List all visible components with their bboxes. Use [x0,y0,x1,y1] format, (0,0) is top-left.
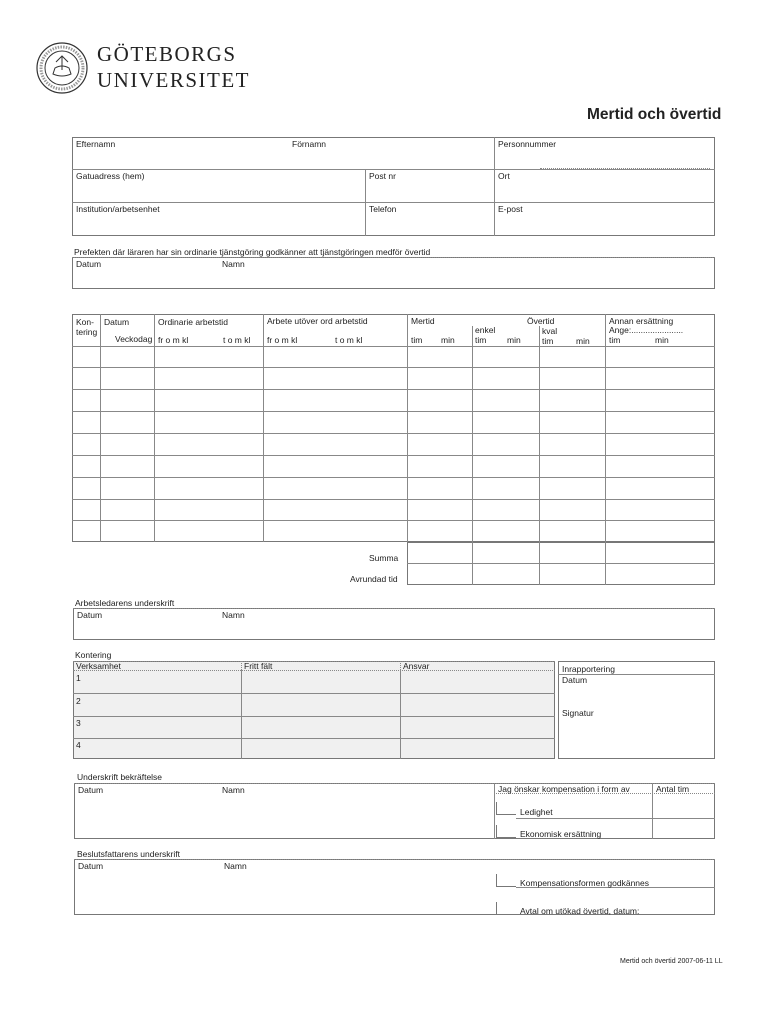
prefekt-namn-label: Namn [222,259,245,269]
arbetsledare-box [73,608,715,640]
ord-tom-label: t o m kl [223,335,251,345]
inrapportering-label: Inrapportering [562,664,615,674]
ledighet-checkbox[interactable] [496,802,516,815]
ledighet-label: Ledighet [520,807,553,817]
mertid-col-label: Mertid [411,316,435,326]
ordinarie-col-label: Ordinarie arbetstid [158,317,228,327]
fornamn-label: Förnamn [292,139,327,149]
annan-col-label: Annan ersättning [609,316,674,326]
ord-from-label: fr o m kl [158,335,189,345]
veckodag-col-label: Veckodag [115,334,153,344]
prefekt-box [72,257,715,289]
godkannes-label: Kompensationsformen godkännes [520,878,649,888]
university-name-line2: UNIVERSITET [97,68,250,92]
kontering-col-label-2: tering [76,327,98,337]
beslutsfattare-namn-label: Namn [224,861,247,871]
godkannes-checkbox[interactable] [496,874,516,887]
kontering-row-1: 1 [76,673,81,683]
mertid-min-label: min [441,335,455,345]
verksamhet-label: Verksamhet [76,661,121,671]
personnummer-label: Personnummer [498,139,557,149]
university-seal [36,42,88,94]
mertid-tim-label: tim [411,335,423,345]
prefekt-statement: Prefekten där läraren har sin ordinarie tjänstgöring godkänner att tjänstgöringen medför övertid [74,247,431,257]
utover-from-label: fr o m kl [267,335,298,345]
enkel-label: enkel [475,325,496,335]
inrapportering-datum-label: Datum [562,675,588,685]
personal-info-box [72,137,715,236]
arbetsledare-heading: Arbetsledarens underskrift [75,598,175,608]
institution-label: Institution/arbetsenhet [76,204,160,214]
avrundad-tid-label: Avrundad tid [350,574,398,584]
ekonomisk-label: Ekonomisk ersättning [520,829,602,839]
post-nr-label: Post nr [369,171,396,181]
utover-col-label: Arbete utöver ord arbetstid [267,316,368,326]
efternamn-label: Efternamn [76,139,116,149]
enkel-tim-label: tim [475,335,487,345]
utover-tom-label: t o m kl [335,335,363,345]
avtal-label: Avtal om utökad övertid, datum: [520,906,640,916]
kval-label: kval [542,326,558,336]
annan-tim-label: tim [609,335,621,345]
form-title: Mertid och övertid [587,106,722,123]
ansvar-label: Ansvar [403,661,430,671]
footer-version: Mertid och övertid 2007-06-11 LL [620,958,723,965]
seal-icon [36,42,88,94]
kontering-table [73,661,555,759]
avtal-checkbox[interactable] [496,902,516,915]
time-table [72,314,715,542]
kontering-row-2: 2 [76,696,81,706]
antal-tim-label: Antal tim [656,784,690,794]
bekraftelse-heading: Underskrift bekräftelse [77,772,163,782]
kontering-col-label-1: Kon- [76,317,94,327]
annan-min-label: min [655,335,669,345]
fritt-falt-label: Fritt fält [244,661,273,671]
gatuadress-label: Gatuadress (hem) [76,171,145,181]
telefon-label: Telefon [369,204,397,214]
overtid-col-label: Övertid [527,316,555,326]
ort-label: Ort [498,171,510,181]
kontering-heading: Kontering [75,650,112,660]
bekraftelse-datum-label: Datum [78,785,104,795]
kontering-row-3: 3 [76,718,81,728]
kompensation-label: Jag önskar kompensation i form av [498,784,630,794]
summa-label: Summa [369,553,399,563]
beslutsfattare-heading: Beslutsfattarens underskrift [77,849,180,859]
ange-label: Ange:...................... [609,325,684,335]
epost-label: E-post [498,204,523,214]
university-name-line1: GÖTEBORGS [97,42,237,66]
kval-tim-label: tim [542,336,554,346]
prefekt-datum-label: Datum [76,259,102,269]
arbetsledare-datum-label: Datum [77,610,103,620]
arbetsledare-namn-label: Namn [222,610,245,620]
kontering-row-4: 4 [76,740,81,750]
signatur-label: Signatur [562,708,594,718]
bekraftelse-namn-label: Namn [222,785,245,795]
enkel-min-label: min [507,335,521,345]
datum-col-label: Datum [104,317,130,327]
beslutsfattare-datum-label: Datum [78,861,104,871]
ekonomisk-checkbox[interactable] [496,825,516,838]
kval-min-label: min [576,336,590,346]
